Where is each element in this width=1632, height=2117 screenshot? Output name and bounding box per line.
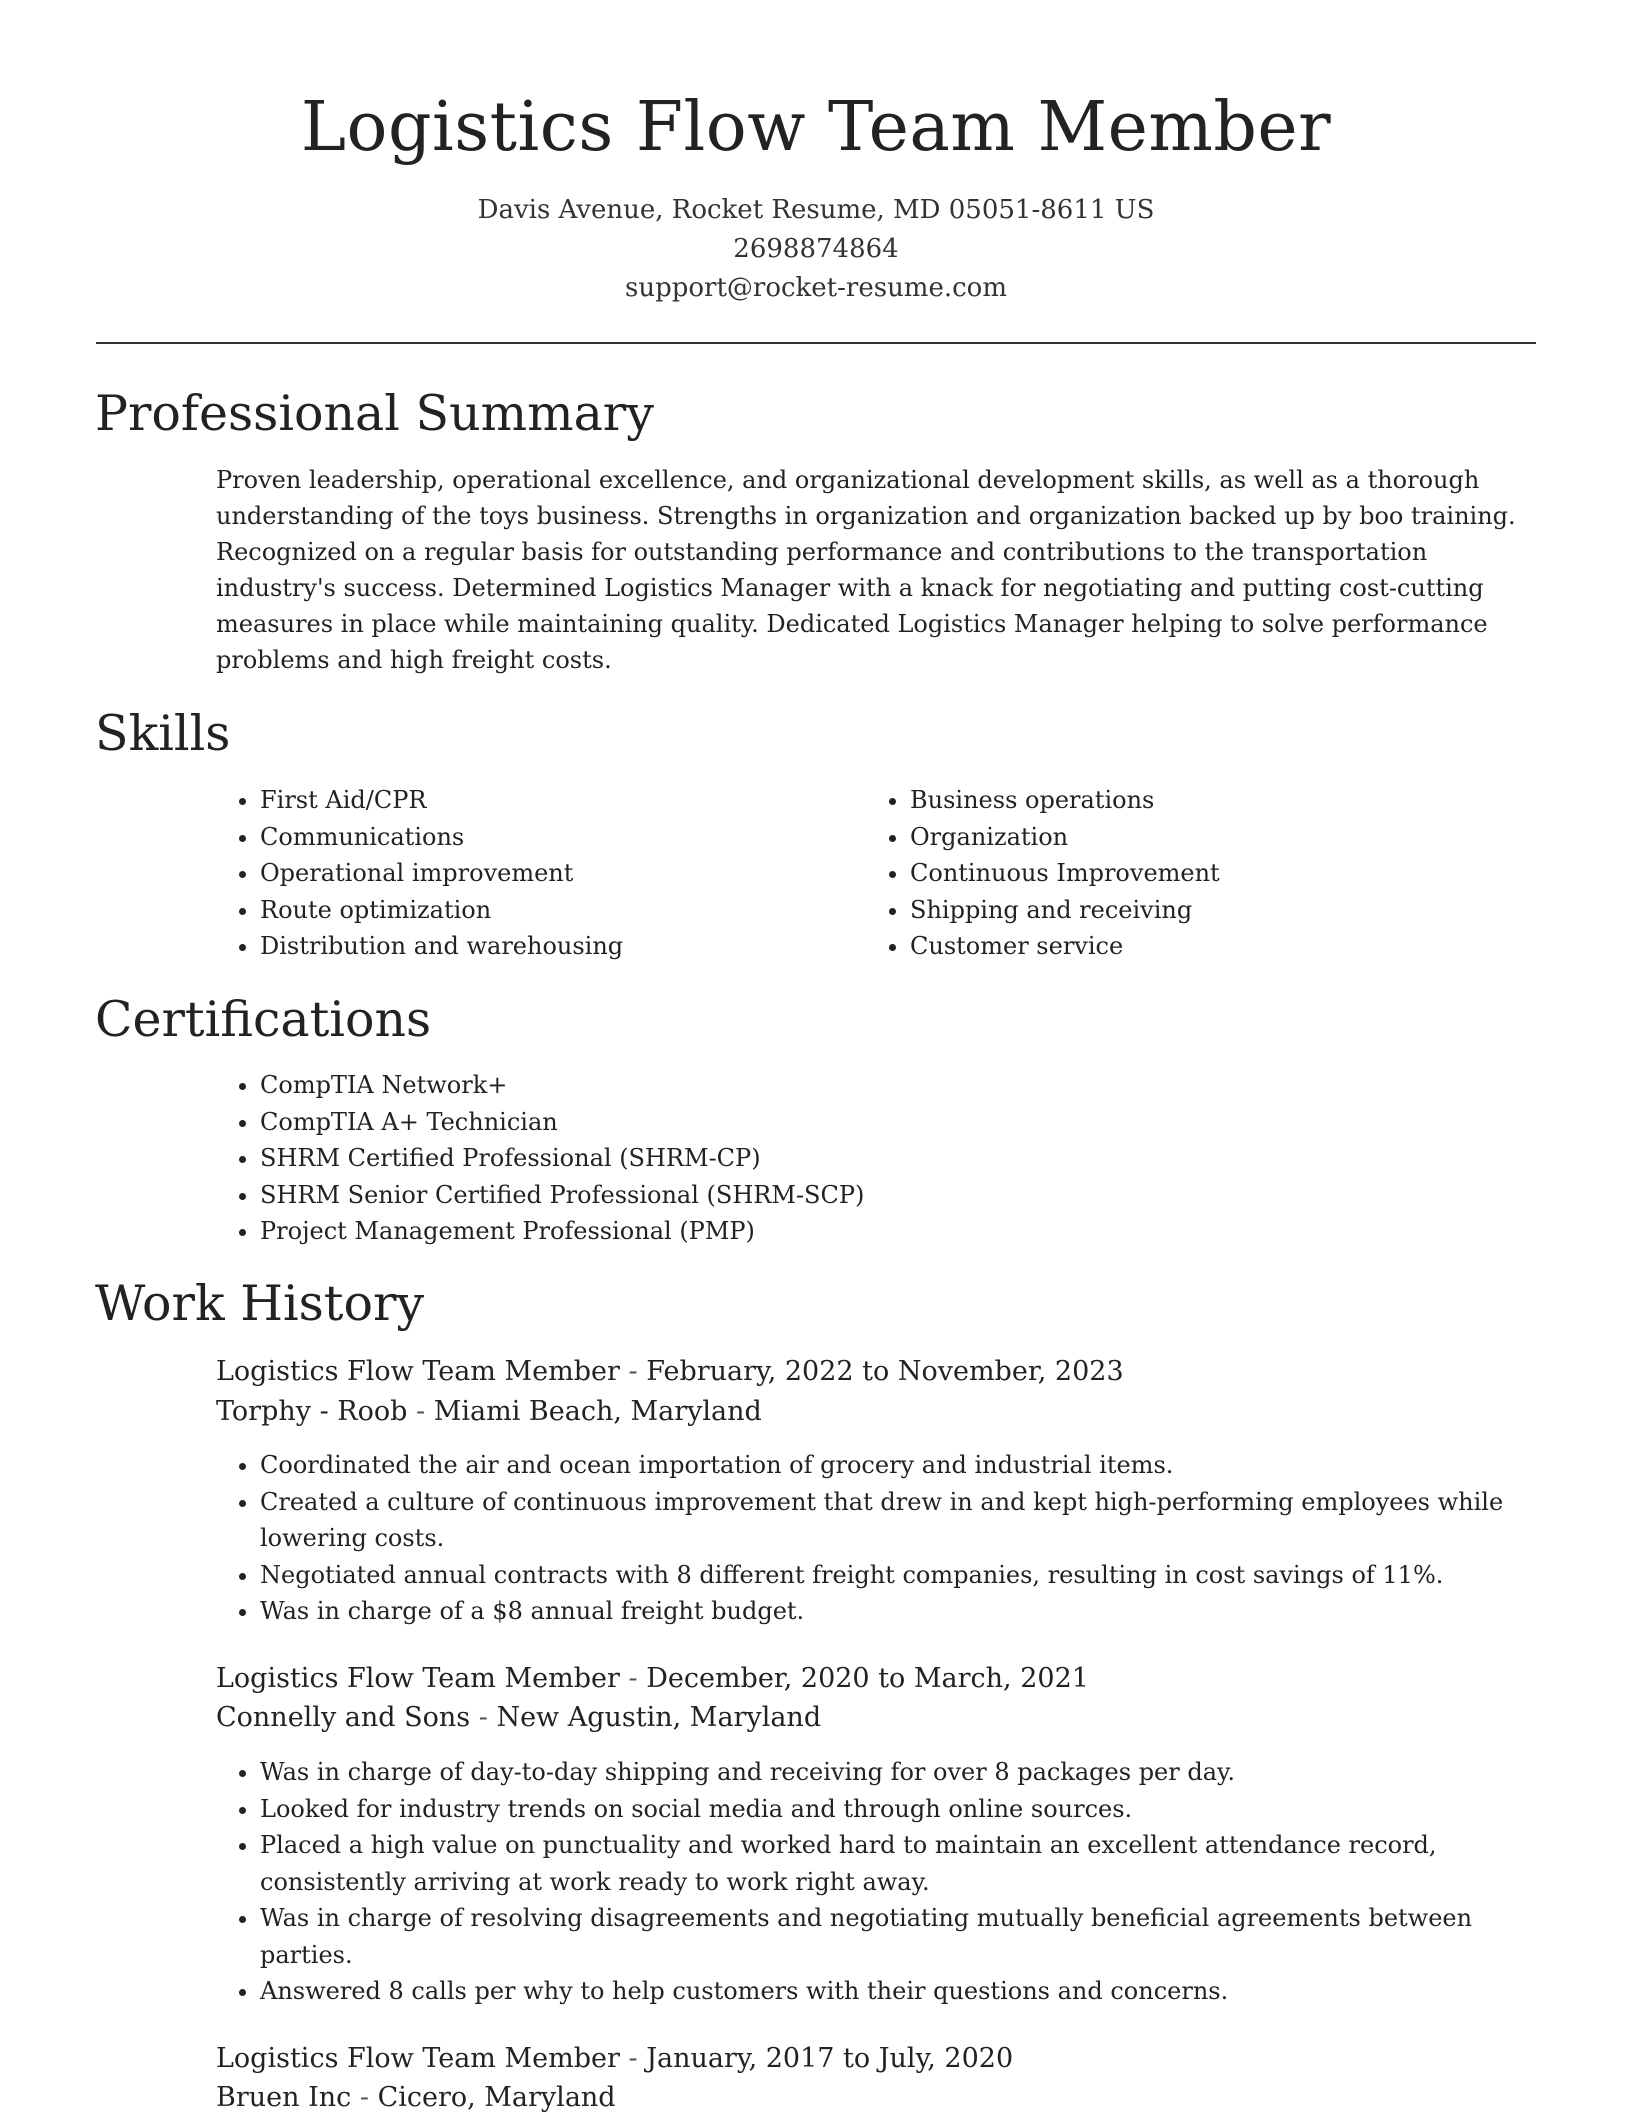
job-location: Miami Beach, Maryland bbox=[433, 1396, 762, 1427]
work-history-heading: Work History bbox=[95, 1275, 425, 1332]
skills-list-left bbox=[216, 782, 860, 965]
job-bullet: • Answered 8 calls per why to help customers with their questions and concerns. bbox=[260, 1973, 1550, 2010]
job-bullet: • Looked for industry trends on social media and through online sources. bbox=[260, 1791, 1550, 1828]
skill-item: • Distribution and warehousing bbox=[260, 928, 860, 965]
job-bullet: • Was in charge of a $8 annual freight budget. bbox=[260, 1593, 1550, 1630]
skills-heading: Skills bbox=[95, 705, 231, 762]
job-company-line bbox=[216, 1393, 762, 1431]
job-bullet: • Negotiated annual contracts with 8 different freight companies, resulting in cost savings of 11%. bbox=[260, 1557, 1550, 1594]
summary-heading: Professional Summary bbox=[95, 385, 654, 442]
skill-item: • Organization bbox=[910, 819, 1510, 856]
skill-item: • Continuous Improvement bbox=[910, 855, 1510, 892]
skill-item: • Customer service bbox=[910, 928, 1510, 965]
certification-item: • SHRM Senior Certified Professional (SHRM-SCP) bbox=[260, 1177, 1460, 1214]
job-separator: - bbox=[470, 1702, 497, 1733]
header-divider bbox=[96, 342, 1536, 344]
job-company-line bbox=[216, 2079, 616, 2117]
job-separator: - bbox=[407, 1396, 434, 1427]
job-bullet: • Placed a high value on punctuality and worked hard to maintain an excellent attendance record, consistently arriving at work ready to work right away. bbox=[260, 1827, 1550, 1900]
skill-item: • Operational improvement bbox=[260, 855, 860, 892]
skill-item: • First Aid/CPR bbox=[260, 782, 860, 819]
job-bullet: • Was in charge of day-to-day shipping and receiving for over 8 packages per day. bbox=[260, 1754, 1550, 1791]
job-title-line bbox=[216, 1353, 1124, 1391]
contact-address: Davis Avenue, Rocket Resume, MD 05051-8611 US bbox=[477, 195, 1155, 225]
summary-text: Proven leadership, operational excellence, and organizational development skills, as well as a thorough understanding of the toys business. Strengths in organization and organization backed up by boo training. Recognized on a regular basis for outstanding performance and contributions to the transportation industry's success. Determined Logistics Manager with a knack for negotiating and putting cost-cutting measures in place while maintaining quality. Dedicated Logistics Manager helping to solve performance problems and high freight costs. bbox=[216, 466, 1516, 674]
certification-item: • CompTIA Network+ bbox=[260, 1067, 1460, 1104]
skills-list-right bbox=[866, 782, 1510, 965]
job-dates: December, 2020 to March, 2021 bbox=[646, 1663, 1089, 1694]
job-title: Logistics Flow Team Member bbox=[216, 1663, 620, 1694]
contact-phone: 2698874864 bbox=[733, 234, 899, 264]
skill-item: • Communications bbox=[260, 819, 860, 856]
job-separator: - bbox=[619, 1663, 647, 1694]
contact-email: support@rocket-resume.com bbox=[624, 273, 1007, 303]
job-title-line bbox=[216, 2040, 1013, 2078]
certification-item: • SHRM Certified Professional (SHRM-CP) bbox=[260, 1140, 1460, 1177]
job-dates: February, 2022 to November, 2023 bbox=[646, 1356, 1124, 1387]
certification-item: • CompTIA A+ Technician bbox=[260, 1104, 1460, 1141]
certification-item: • Project Management Professional (PMP) bbox=[260, 1213, 1460, 1250]
job-title: Logistics Flow Team Member bbox=[216, 1356, 620, 1387]
job-bullet: • Was in charge of resolving disagreements and negotiating mutually beneficial agreements between parties. bbox=[260, 1900, 1550, 1973]
job-separator: - bbox=[619, 2043, 647, 2074]
certifications-list bbox=[216, 1067, 1460, 1250]
job-company: Connelly and Sons bbox=[216, 1702, 471, 1733]
job-location: New Agustin, Maryland bbox=[496, 1702, 822, 1733]
job-company-line bbox=[216, 1699, 821, 1737]
certifications-heading: Certifications bbox=[95, 991, 432, 1048]
job-location: Cicero, Maryland bbox=[377, 2082, 616, 2113]
job-title-line bbox=[216, 1660, 1089, 1698]
job-bullets bbox=[216, 1447, 1550, 1630]
job-bullet: • Coordinated the air and ocean importation of grocery and industrial items. bbox=[260, 1447, 1550, 1484]
job-title: Logistics Flow Team Member bbox=[216, 2043, 620, 2074]
job-bullets bbox=[216, 1754, 1550, 2010]
skill-item: • Route optimization bbox=[260, 892, 860, 929]
contact-block bbox=[0, 191, 1632, 308]
job-separator: - bbox=[619, 1356, 647, 1387]
resume-name: Logistics Flow Team Member bbox=[300, 88, 1332, 167]
job-bullet: • Created a culture of continuous improvement that drew in and kept high-performing employees while lowering costs. bbox=[260, 1484, 1550, 1557]
job-dates: January, 2017 to July, 2020 bbox=[646, 2043, 1014, 2074]
skill-item: • Shipping and receiving bbox=[910, 892, 1510, 929]
job-company: Bruen Inc bbox=[216, 2082, 352, 2113]
skill-item: • Business operations bbox=[910, 782, 1510, 819]
job-separator: - bbox=[351, 2082, 378, 2113]
job-company: Torphy - Roob bbox=[216, 1396, 408, 1427]
